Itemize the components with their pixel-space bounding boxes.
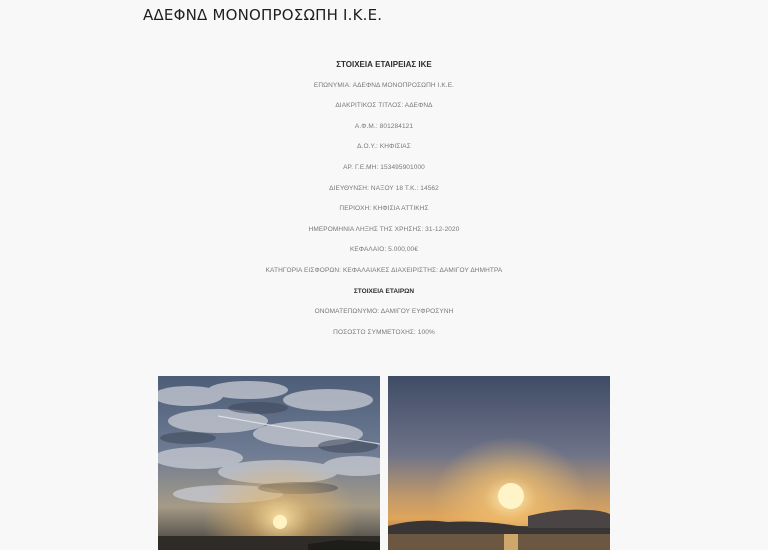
photo-gallery [158, 376, 610, 550]
gemi-number-line: ΑΡ. Γ.Ε.ΜΗ: 153495901000 [343, 163, 425, 171]
fiscal-year-end-line: ΗΜΕΡΟΜΗΝΙΑ ΛΗΞΗΣ ΤΗΣ ΧΡΗΣΗΣ: 31-12-2020 [308, 225, 460, 233]
site-title[interactable]: ΑΔΕΦΝΔ ΜΟΝΟΠΡΟΣΩΠΗ Ι.Κ.Ε. [143, 6, 383, 24]
tax-id-line: Α.Φ.Μ.: 801284121 [354, 122, 414, 130]
partner-share-line: ΠΟΣΟΣΤΟ ΣΥΜΜΕΤΟΧΗΣ: 100% [333, 328, 435, 336]
contribution-category-line: ΚΑΤΗΓΟΡΙΑ ΕΙΣΦΟΡΩΝ: ΚΕΦΑΛΑΙΑΚΕΣ ΔΙΑΧΕΙΡΙΣΤΗΣ: ΔΑΜΙΓΟΥ ΔΗΜΗΤΡΑ [265, 266, 503, 274]
company-info-heading: ΣΤΟΙΧΕΙΑ ΕΤΑΙΡΕΙΑΣ ΙΚΕ [336, 60, 432, 69]
address-line: ΔΙΕΥΘΥΝΣΗ: ΝΑΞΟΥ 18 Τ.Κ.: 14562 [329, 184, 439, 192]
company-details [0, 58, 768, 346]
region-line: ΠΕΡΙΟΧΗ: ΚΗΦΙΣΙΑ ΑΤΤΙΚΗΣ [339, 205, 429, 213]
sea-sunset-photo[interactable] [388, 376, 610, 550]
tax-office-line: Δ.Ο.Υ.: ΚΗΦΙΣΙΑΣ [357, 143, 411, 151]
partners-info-heading: ΣΤΟΙΧΕΙΑ ΕΤΑΙΡΩΝ [353, 287, 415, 295]
sea-sunset-image [388, 376, 610, 550]
capital-line: ΚΕΦΑΛΑΙΟ: 5.000,00€ [350, 246, 418, 254]
partner-name-line: ΟΝΟΜΑΤΕΠΩΝΥΜΟ: ΔΑΜΙΓΟΥ ΕΥΦΡΟΣΥΝΗ [314, 308, 454, 316]
distinctive-title-line: ΔΙΑΚΡΙΤΙΚΟΣ ΤΙΤΛΟΣ: ΑΔΕΦΝΔ [335, 102, 433, 110]
cloudy-sunset-image [158, 376, 380, 550]
cloudy-sunset-photo[interactable] [158, 376, 380, 550]
company-name-line: ΕΠΩΝΥΜΙΑ: ΑΔΕΦΝΔ ΜΟΝΟΠΡΟΣΩΠΗ Ι.Κ.Ε. [313, 81, 455, 89]
